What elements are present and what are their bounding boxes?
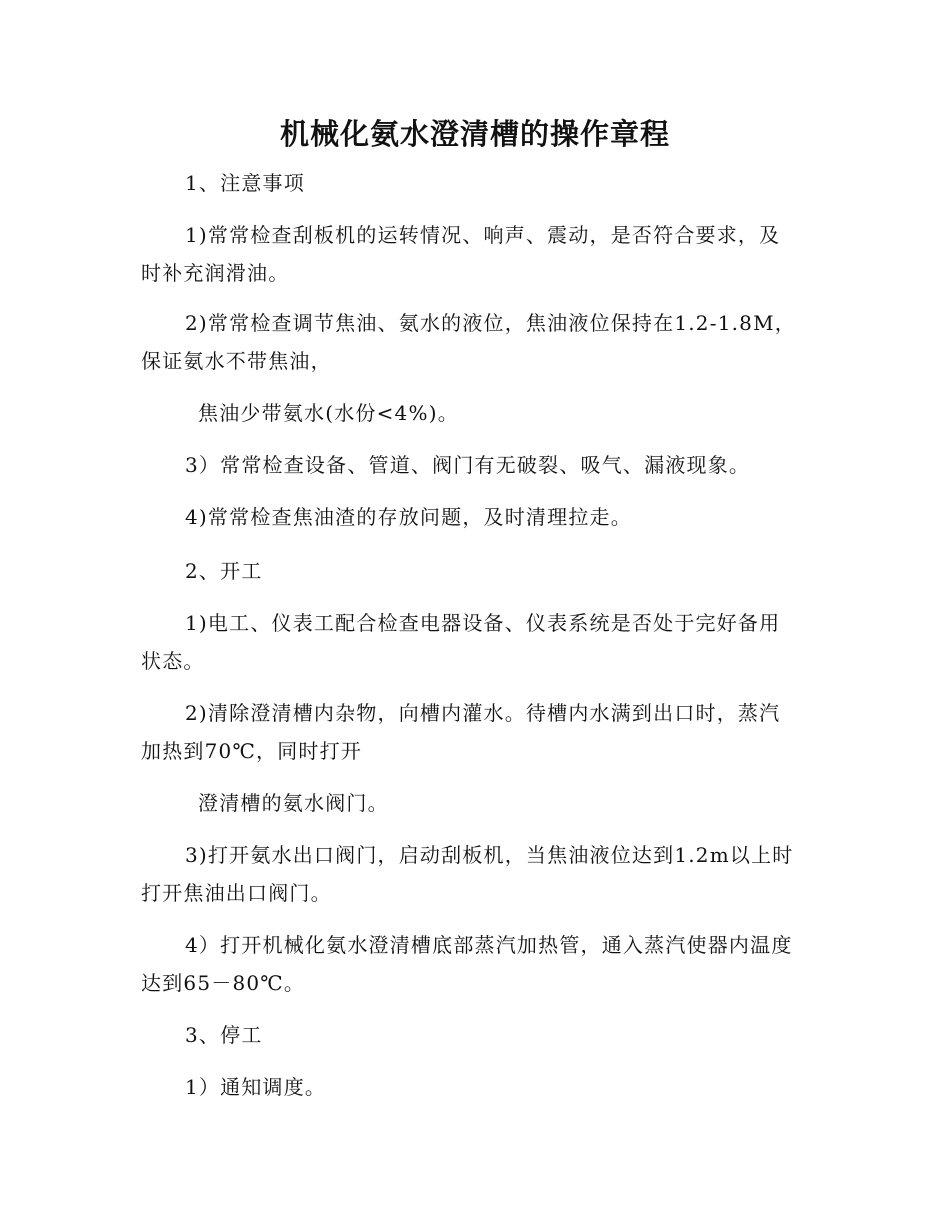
paragraph-line: 时补充润滑油。 [141, 261, 290, 285]
paragraph-line: 保证氨水不带焦油， [141, 349, 332, 373]
document-title: 机械化氨水澄清槽的操作章程 [279, 117, 670, 151]
paragraph-line: 1）通知调度。 [185, 1075, 327, 1099]
paragraph-line: 3）常常检查设备、管道、阀门有无破裂、吸气、漏液现象。 [185, 453, 751, 477]
section-heading-2: 2、开工 [185, 559, 263, 583]
paragraph-line: 焦油少带氨水(水份<4%)。 [198, 401, 459, 425]
paragraph-line: 2)常常检查调节焦油、氨水的液位，焦油液位保持在1.2-1.8M， [185, 311, 796, 335]
paragraph-line: 4)常常检查焦油渣的存放问题，及时清理拉走。 [185, 505, 632, 529]
paragraph-line: 2)清除澄清槽内杂物，向槽内灌水。待槽内水满到出口时，蒸汽 [185, 701, 781, 725]
section-heading-1: 1、注意事项 [185, 171, 305, 195]
paragraph-line: 4）打开机械化氨水澄清槽底部蒸汽加热管，通入蒸汽使器内温度 [185, 933, 793, 957]
paragraph-line: 3)打开氨水出口阀门，启动刮板机，当焦油液位达到1.2m以上时 [185, 843, 794, 867]
paragraph-line: 1)电工、仪表工配合检查电器设备、仪表系统是否处于完好备用 [185, 611, 781, 635]
paragraph-line: 加热到70℃，同时打开 [141, 739, 363, 763]
paragraph-line: 状态。 [141, 649, 205, 673]
paragraph-line: 达到65－80℃。 [141, 971, 306, 995]
paragraph-line: 1)常常检查刮板机的运转情况、响声、震动，是否符合要求，及 [185, 223, 781, 247]
paragraph-line: 打开焦油出口阀门。 [141, 881, 332, 905]
paragraph-line: 澄清槽的氨水阀门。 [198, 791, 389, 815]
section-heading-3: 3、停工 [185, 1023, 263, 1047]
